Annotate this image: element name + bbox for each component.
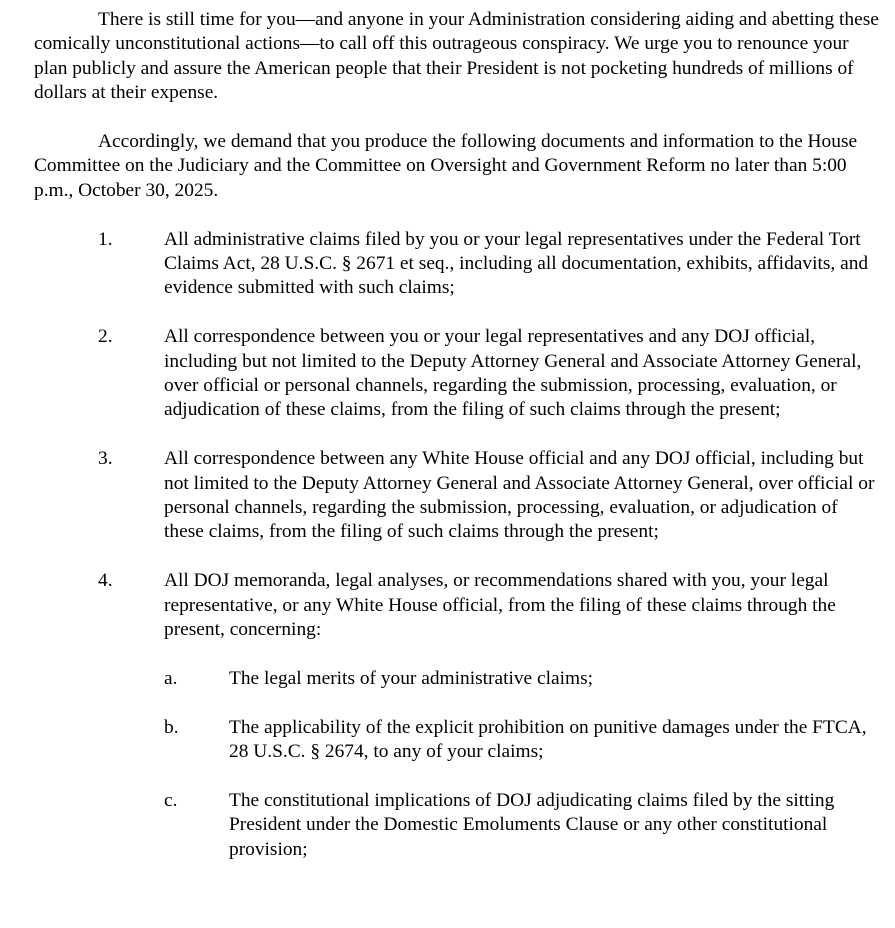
list-item-number: 2. <box>98 326 113 348</box>
paragraph-document-demand: Accordingly, we demand that you produce the following documents and information to the House Committee on the Judiciary and the Committee on Oversight and Government Reform no later than 5:00 p.m., October 30, 2025. <box>34 131 858 201</box>
sub-list <box>164 667 879 862</box>
list-item-text: All correspondence between any White House official and any DOJ official, including but not limited to the Deputy Attorney General and Associate Attorney General, over official or personal channels, regarding the submission, processing, evaluation, or adjudication of these claims, from the filing of such claims through the present; <box>164 448 875 543</box>
list-item-text: All DOJ memoranda, legal analyses, or recommendations shared with you, your legal representative, or any White House official, from the filing of these claims through the present, concerning: <box>164 570 836 641</box>
list-item-number: 3. <box>98 448 113 470</box>
list-item <box>34 447 879 545</box>
list-item <box>34 228 879 301</box>
sub-list-item-letter: a. <box>164 667 178 689</box>
list-item-text: All correspondence between you or your legal representatives and any DOJ official, including but not limited to the Deputy Attorney General and Associate Attorney General, over official or personal channels, regarding the submission, processing, evaluation, or adjudication of these claims, from the filing of such claims through the present; <box>164 326 862 421</box>
sub-list-item-text: The constitutional implications of DOJ adjudicating claims filed by the sitting President under the Domestic Emoluments Clause or any other constitutional provision; <box>229 789 835 860</box>
sub-list-item <box>164 716 879 765</box>
document-page <box>34 8 879 886</box>
list-item <box>34 569 879 862</box>
sub-list-item-text: The legal merits of your administrative claims; <box>229 667 594 689</box>
paragraph-renounce-plan: There is still time for you—and anyone in your Administration considering aiding and abetting these comically unconstitutional actions—to call off this outrageous conspiracy. We urge you to renounce your plan publicly and assure the American people that their President is not pocketing hundreds of millions of dollars at their expense. <box>34 9 879 104</box>
sub-list-item <box>164 667 879 691</box>
demand-list <box>34 228 879 862</box>
list-item-number: 1. <box>98 228 113 250</box>
sub-list-item <box>164 789 879 862</box>
list-item-number: 4. <box>98 570 113 592</box>
sub-list-item-letter: c. <box>164 789 178 811</box>
list-item-text: All administrative claims filed by you or your legal representatives under the Federal Tort Claims Act, 28 U.S.C. § 2671 et seq., including all documentation, exhibits, affidavits, and evidence submitted with such claims; <box>164 228 869 299</box>
list-item <box>34 325 879 423</box>
sub-list-item-letter: b. <box>164 716 179 738</box>
sub-list-item-text: The applicability of the explicit prohibition on punitive damages under the FTCA, 28 U.S.C. § 2674, to any of your claims; <box>229 716 867 763</box>
